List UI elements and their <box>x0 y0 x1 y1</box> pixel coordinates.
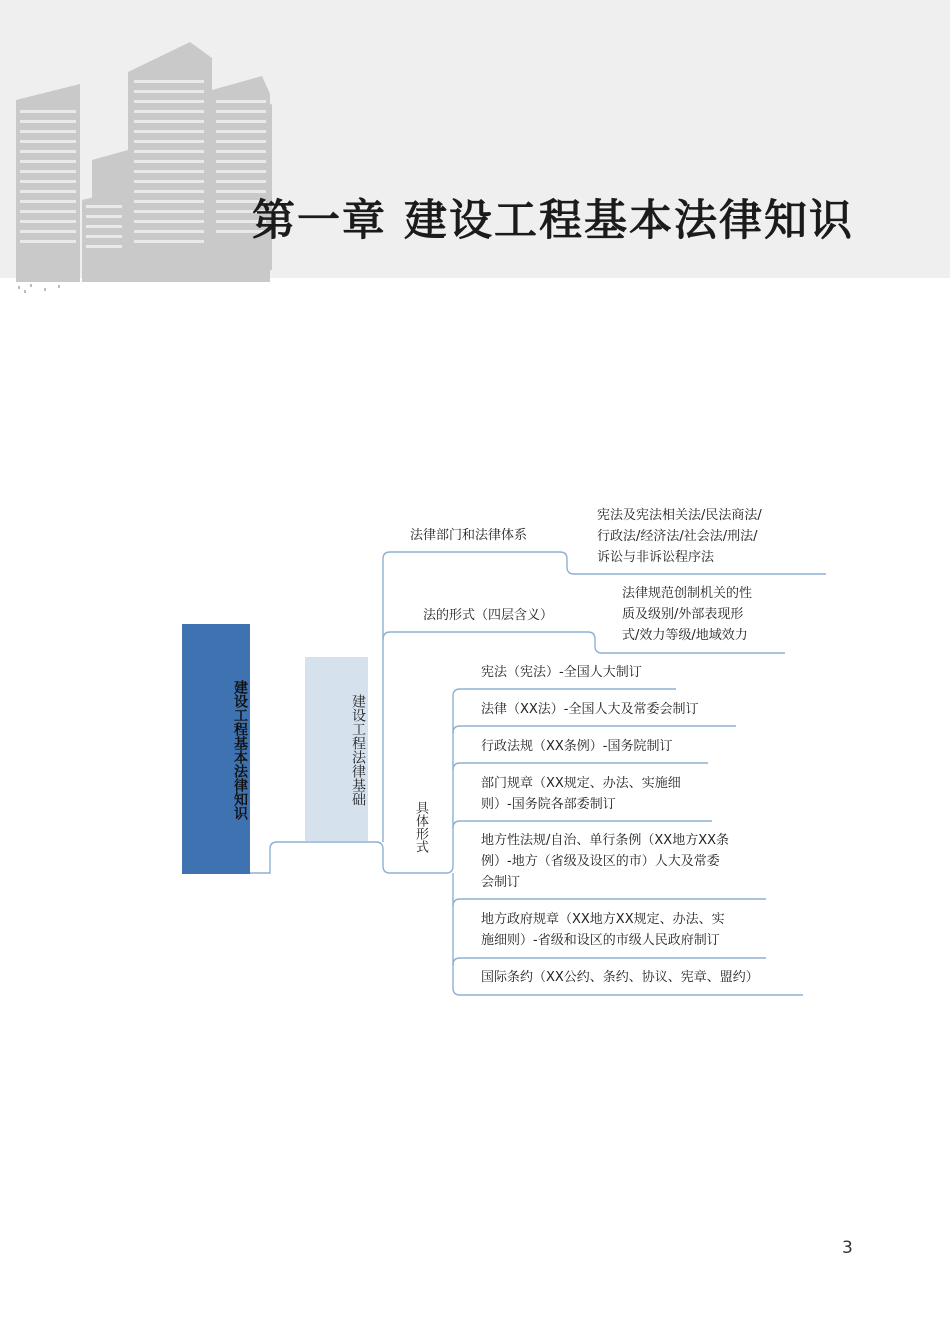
list-item <box>481 699 699 720</box>
item-line: 会制订 <box>481 875 521 890</box>
branch-specific-forms-label: 具体形式 <box>413 801 428 853</box>
list-item <box>481 773 681 815</box>
branch-legal-system-label: 法律部门和法律体系 <box>410 528 528 543</box>
item-line: 国际条约（XX公约、条约、协议、宪章、盟约） <box>481 970 759 985</box>
list-item <box>481 736 673 757</box>
root-node-label: 建设工程基本法律知识 <box>232 680 248 820</box>
list-item <box>481 830 729 893</box>
item-line: 地方性法规/自治、单行条例（XX地方XX条 <box>481 833 730 848</box>
page-number: 3 <box>842 1238 853 1258</box>
detail-line: 行政法/经济法/社会法/刑法/ <box>597 529 758 544</box>
chapter-title: 第一章 建设工程基本法律知识 <box>252 196 854 246</box>
item-line: 法律（XX法）-全国人大及常委会制订 <box>481 702 699 717</box>
detail-line: 诉讼与非诉讼程序法 <box>597 550 715 565</box>
list-item <box>481 909 725 951</box>
item-line: 则）-国务院各部委制订 <box>481 797 616 812</box>
item-line: 行政法规（XX条例）-国务院制订 <box>481 739 673 754</box>
branch-law-forms-label: 法的形式（四层含义） <box>423 608 554 623</box>
item-line: 地方政府规章（XX地方XX规定、办法、实 <box>481 912 725 927</box>
sub-node-label: 建设工程法律基础 <box>350 693 366 806</box>
list-item <box>481 662 642 683</box>
detail-line: 式/效力等级/地域效力 <box>622 628 748 643</box>
branch-legal-system-detail <box>597 505 797 568</box>
item-line: 宪法（宪法）-全国人大制订 <box>481 665 642 680</box>
item-line: 施细则）-省级和设区的市级人民政府制订 <box>481 933 720 948</box>
detail-line: 质及级别/外部表现形 <box>622 607 744 622</box>
item-line: 部门规章（XX规定、办法、实施细 <box>481 776 681 791</box>
list-item <box>481 967 759 988</box>
detail-line: 法律规范创制机关的性 <box>622 586 753 601</box>
item-line: 例）-地方（省级及设区的市）人大及常委 <box>481 854 720 869</box>
branch-law-forms-detail <box>622 583 792 646</box>
detail-line: 宪法及宪法相关法/民法商法/ <box>597 508 762 523</box>
